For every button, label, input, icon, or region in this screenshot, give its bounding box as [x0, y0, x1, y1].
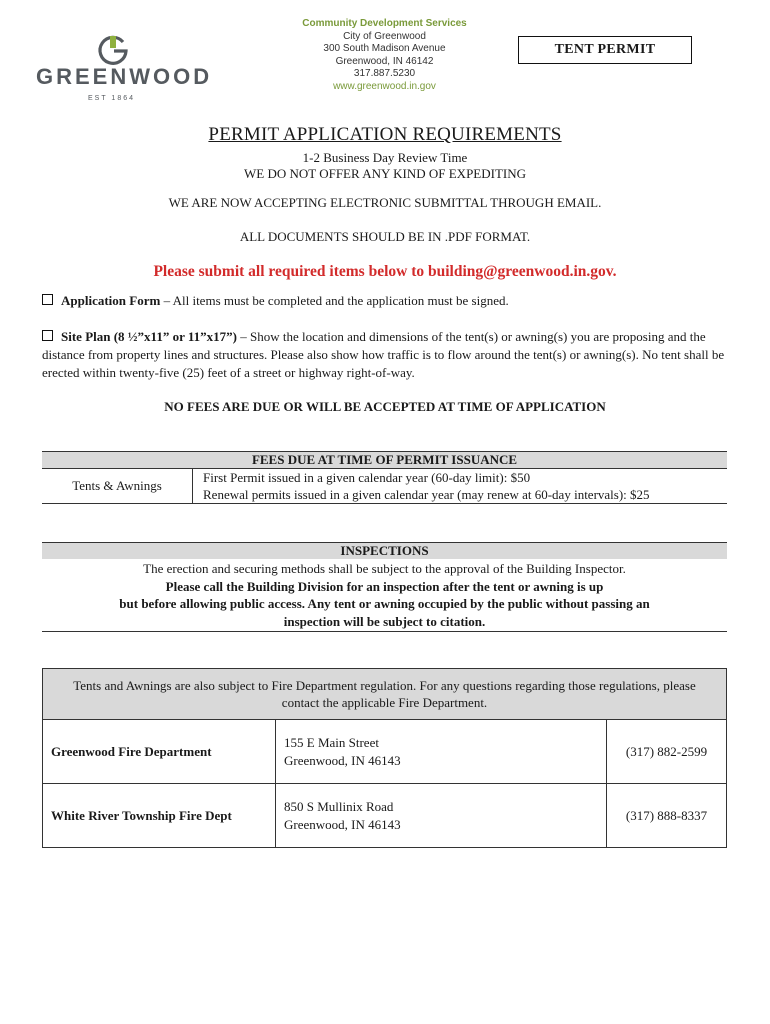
no-fees-notice: NO FEES ARE DUE OR WILL BE ACCEPTED AT TIME OF APPLICATION [164, 399, 606, 414]
header-address [262, 18, 507, 93]
logo-est: EST 1864 [88, 95, 136, 102]
street-address: 300 South Madison Avenue [323, 43, 446, 54]
no-expedite-notice: WE DO NOT OFFER ANY KIND OF EXPEDITING [243, 166, 527, 181]
fire-dept-phone: (317) 888-8337 [607, 784, 727, 848]
fire-dept-city: Greenwood, IN 46143 [284, 752, 401, 768]
requirement-text: – All items must be completed and the application must be signed. [160, 293, 509, 308]
requirement-label: Application Form [61, 293, 161, 308]
inspections-line: inspection will be subject to citation. [283, 613, 486, 629]
checkbox-icon [42, 294, 53, 305]
inspections-line: but before allowing public access. Any tent or awning occupied by the public without passing an [119, 596, 650, 611]
submit-email-notice: Please submit all required items below to building@greenwood.in.gov. [153, 263, 617, 280]
permit-type-box: TENT PERMIT [518, 36, 692, 64]
inspections-line: The erection and securing methods shall be subject to the approval of the Building Inspector. [143, 561, 626, 576]
checkbox-icon [42, 330, 53, 341]
city-state-zip: Greenwood, IN 46142 [335, 55, 434, 67]
fees-table [42, 451, 727, 504]
table-row [43, 720, 727, 784]
fire-dept-city: Greenwood, IN 46143 [284, 816, 401, 832]
website-link[interactable]: www.greenwood.in.gov [333, 80, 436, 92]
inspections-body [42, 560, 727, 630]
fire-dept-street: 155 E Main Street [284, 734, 379, 750]
fire-dept-address [276, 720, 607, 784]
fire-department-table [42, 668, 727, 848]
pdf-format-notice: ALL DOCUMENTS SHOULD BE IN .PDF FORMAT. [239, 229, 531, 244]
greenwood-logo-g-icon [96, 34, 130, 68]
department-name: Community Development Services [302, 18, 467, 29]
fees-heading: FEES DUE AT TIME OF PERMIT ISSUANCE [42, 452, 727, 469]
fire-dept-street: 850 S Mullinix Road [284, 798, 394, 814]
electronic-submittal-notice: WE ARE NOW ACCEPTING ELECTRONIC SUBMITTAL THROUGH EMAIL. [168, 195, 602, 210]
fee-renewal-permit: Renewal permits issued in a given calendar year (may renew at 60-day intervals): $25 [203, 487, 650, 502]
page-title: PERMIT APPLICATION REQUIREMENTS [208, 124, 562, 145]
requirement-label: Site Plan (8 ½”x11” or 11”x17”) [61, 329, 237, 344]
fees-values [193, 469, 728, 504]
fee-first-permit: First Permit issued in a given calendar year (60-day limit): $50 [203, 470, 531, 485]
requirement-text: – Show the location and dimensions of the tent(s) or awning(s) you are proposing and the distance from property lines and structures. Please also show how traffic is to flow around the tent(s) or awning(s). No tent shall be erected within twenty-five (25) feet of a street or highway right-of-way. [42, 329, 725, 380]
fire-dept-phone: (317) 882-2599 [607, 720, 727, 784]
inspections-line: Please call the Building Division for an inspection after the tent or awning is up [165, 578, 604, 594]
logo-wordmark: GREENWOOD [36, 64, 213, 89]
fire-note: Tents and Awnings are also subject to Fire Department regulation. For any questions regarding those regulations, please contact the applicable Fire Department. [43, 669, 727, 720]
table-row [43, 784, 727, 848]
fire-dept-name: Greenwood Fire Department [43, 720, 276, 784]
review-time: 1-2 Business Day Review Time [302, 150, 468, 165]
phone-number: 317.887.5230 [353, 68, 416, 79]
city-name: City of Greenwood [343, 30, 426, 42]
inspections-heading: INSPECTIONS [42, 542, 727, 559]
fees-category: Tents & Awnings [42, 469, 193, 504]
fire-dept-name: White River Township Fire Dept [43, 784, 276, 848]
requirement-site-plan [42, 328, 748, 382]
fire-dept-address [276, 784, 607, 848]
divider [42, 631, 727, 632]
requirement-application-form [42, 292, 748, 310]
